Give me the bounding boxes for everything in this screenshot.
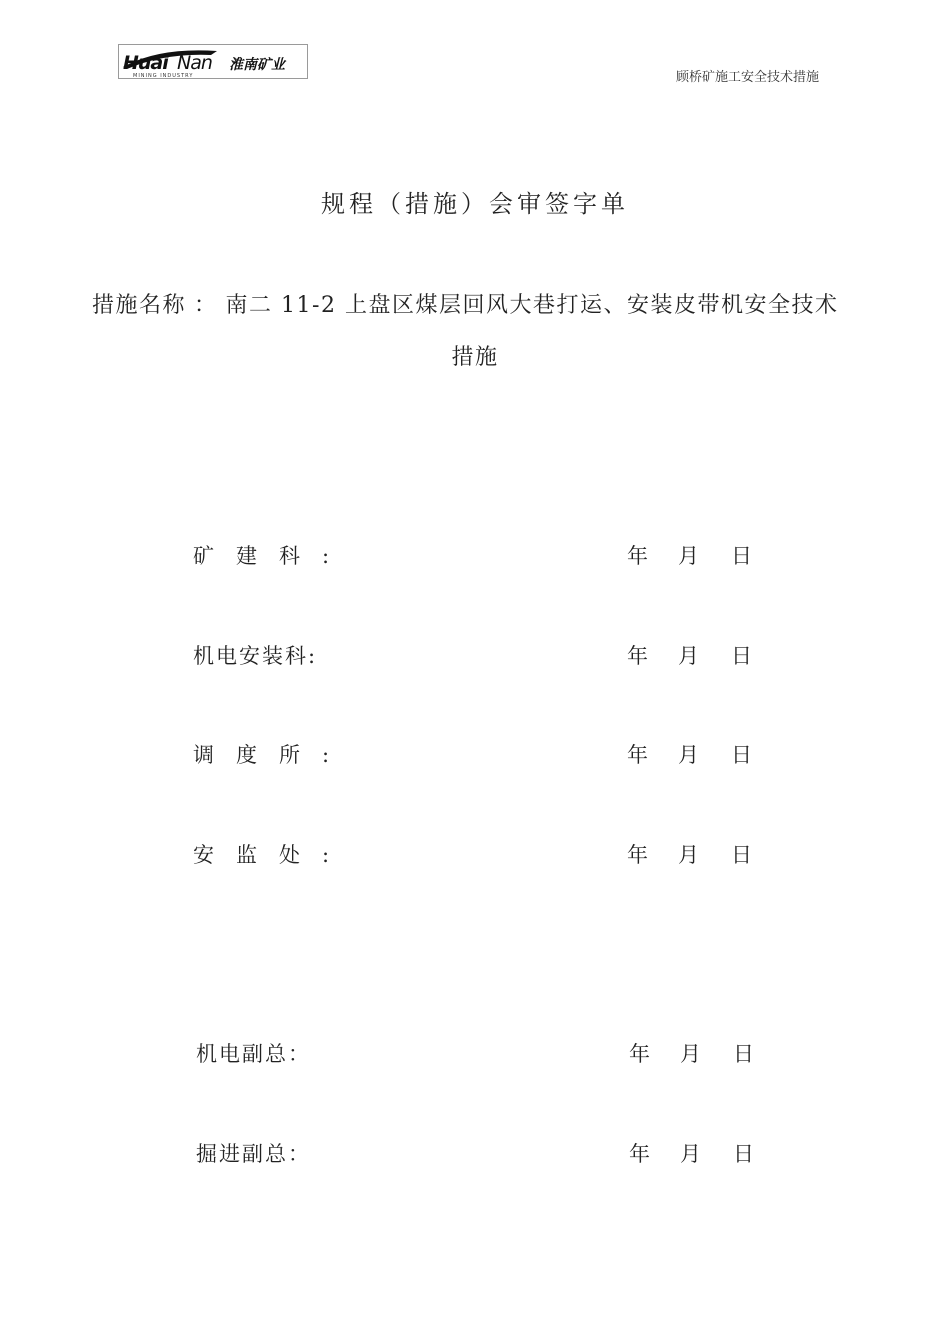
signature-row-diaodusuo	[0, 739, 950, 769]
measure-name-text: 南二 11-2 上盘区煤层回风大巷打运、安装皮带机安全技术	[225, 293, 839, 318]
measure-name-line2: 措施	[451, 345, 499, 370]
year-label: 年	[627, 544, 648, 568]
month-label: 月	[680, 1142, 701, 1166]
day-label: 日	[733, 1142, 754, 1166]
document-type-label: 顾桥矿施工安全技术措施	[676, 70, 820, 85]
year-label: 年	[627, 644, 648, 668]
svg-text:MINING INDUSTRY: MINING INDUSTRY	[133, 73, 194, 79]
huainan-logo-graphic	[119, 45, 308, 79]
year-label: 年	[627, 843, 648, 867]
signature-dept-label: 安监处:	[193, 843, 330, 867]
signature-row-juejin-fuzong	[0, 1138, 950, 1168]
svg-text:Nan: Nan	[177, 52, 212, 74]
year-label: 年	[629, 1042, 650, 1066]
signature-row-anjianchu	[0, 839, 950, 869]
signature-dept-label: 调度所:	[193, 743, 330, 767]
signature-row-jidian-anzhuangke	[0, 640, 950, 670]
month-label: 月	[678, 743, 699, 767]
signature-row-jidian-fuzong	[0, 1038, 950, 1068]
day-label: 日	[731, 843, 752, 867]
svg-text:Huai: Huai	[123, 52, 168, 74]
month-label: 月	[680, 1042, 701, 1066]
measure-colon: ：	[194, 293, 218, 318]
day-label: 日	[731, 544, 752, 568]
signature-dept-label: 机电安装科:	[193, 644, 318, 668]
signature-dept-label: 掘进副总：	[196, 1142, 311, 1166]
month-label: 月	[678, 843, 699, 867]
signature-row-kuangjianke	[0, 540, 950, 570]
page-title: 规程（措施）会审签字单	[321, 190, 629, 218]
day-label: 日	[731, 644, 752, 668]
year-label: 年	[629, 1142, 650, 1166]
year-label: 年	[627, 743, 648, 767]
day-label: 日	[733, 1042, 754, 1066]
signature-dept-label: 机电副总：	[196, 1042, 311, 1066]
month-label: 月	[678, 544, 699, 568]
measure-name-line1	[92, 288, 838, 319]
company-logo	[118, 44, 308, 79]
day-label: 日	[731, 743, 752, 767]
svg-text:淮南矿业: 淮南矿业	[229, 57, 285, 73]
measure-label: 措施名称	[92, 293, 187, 318]
month-label: 月	[678, 644, 699, 668]
signature-dept-label: 矿建科:	[193, 544, 330, 568]
